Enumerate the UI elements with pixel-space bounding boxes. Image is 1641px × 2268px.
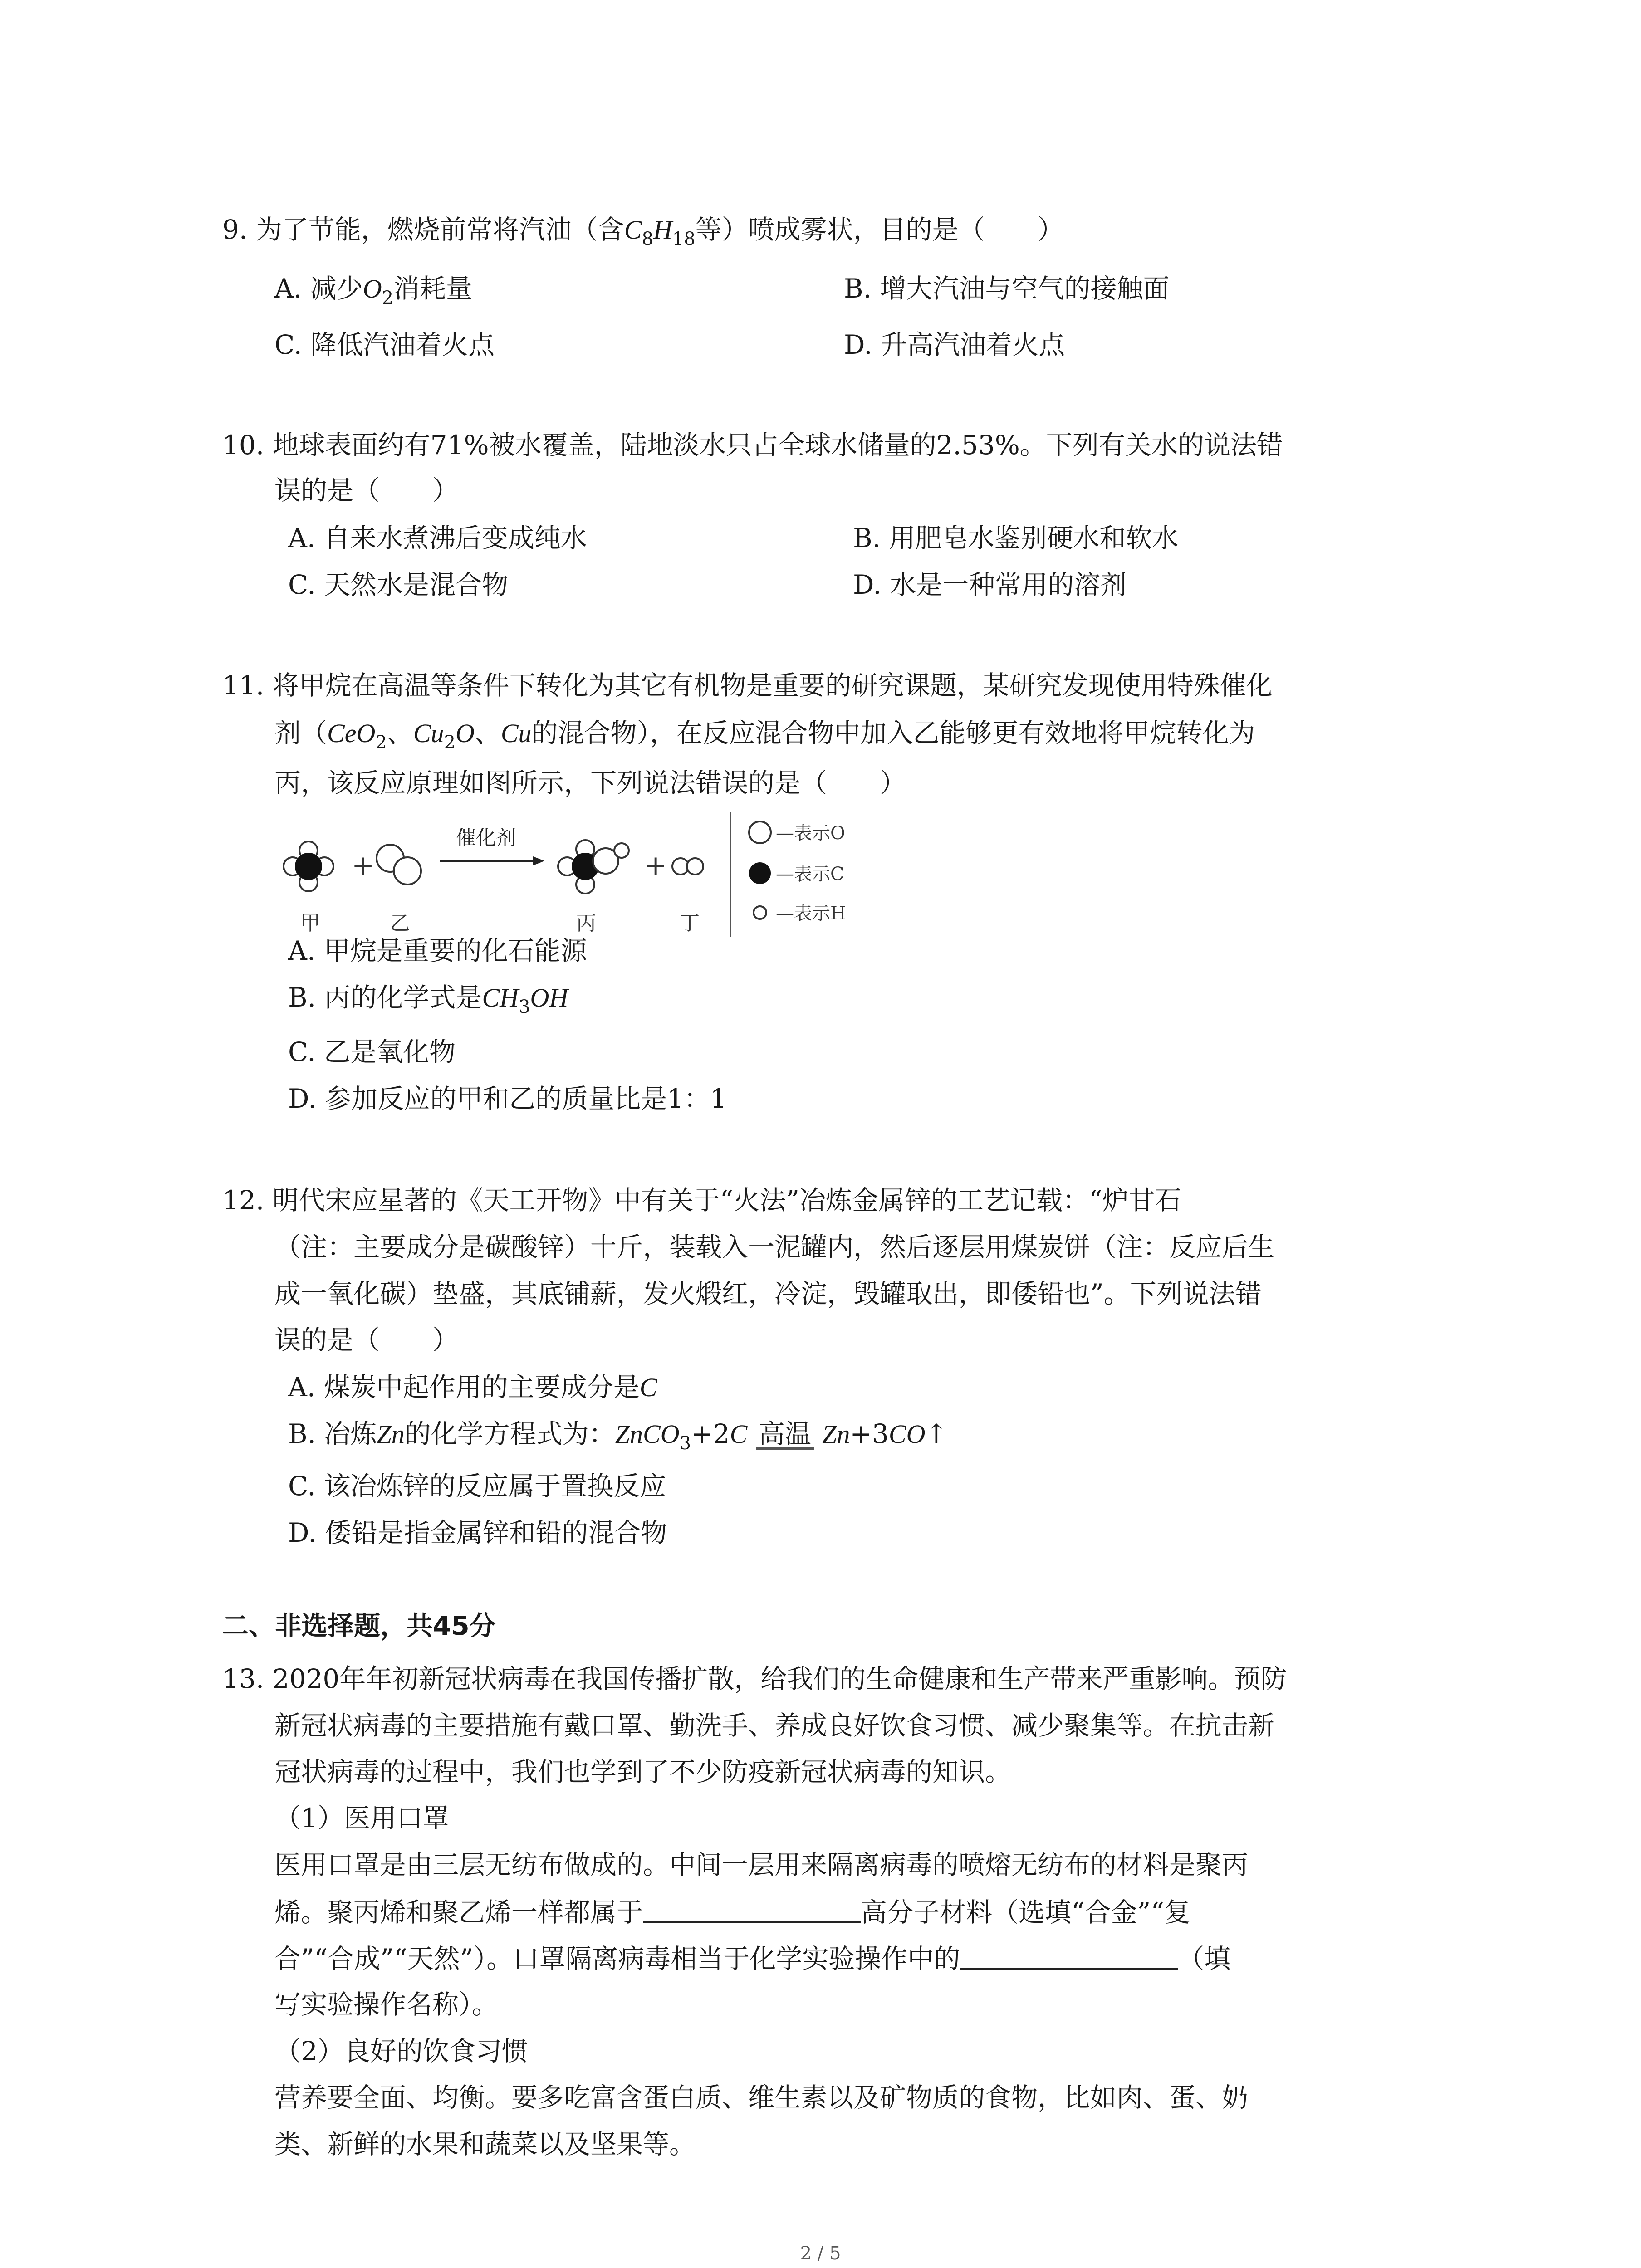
plus-sign-1: + <box>352 850 375 881</box>
q11-stem-line2: 剂（CeO$_2$、$Cu_2O$、Cu的混合物），在反应混合物中加入乙能够更有效地将甲烷转化为 <box>274 718 1255 753</box>
q13-stem-line1: 13. 2020年年初新冠状病毒在我国传播扩散，给我们的生命健康和生产带来严重影响。预防 <box>222 1663 1287 1694</box>
legend-c-symbol <box>750 863 770 883</box>
q10-option-d: D. 水是一种常用的溶剂 <box>853 569 1127 600</box>
q13-sub2-line2: 类、新鲜的水果和蔬菜以及坚果等。 <box>274 2129 696 2160</box>
molecule-yi <box>377 845 421 885</box>
legend-o-label: —表示O <box>776 823 845 844</box>
legend-h-symbol <box>754 906 766 919</box>
q13-sub2-line1: 营养要全面、均衡。要多吃富含蛋白质、维生素以及矿物质的食物，比如肉、蛋、奶 <box>274 2082 1249 2113</box>
molecule-bing <box>558 840 629 894</box>
reaction-diagram <box>272 807 921 939</box>
legend-c-label: —表示C <box>776 864 844 885</box>
q11-option-d: D. 参加反应的甲和乙的质量比是1：1 <box>288 1083 727 1114</box>
q10-stem-line2: 误的是（ ） <box>274 475 459 506</box>
label-jia: 甲 <box>300 912 320 935</box>
molecule-jia <box>284 841 333 891</box>
q13-stem-line3: 冠状病毒的过程中，我们也学到了不少防疫新冠状病毒的知识。 <box>274 1756 1012 1787</box>
label-yi: 乙 <box>390 912 410 935</box>
q10-option-a: A. 自来水煮沸后变成纯水 <box>288 523 587 553</box>
molecule-ding <box>672 858 703 875</box>
plus-sign-2: + <box>644 850 667 881</box>
q11-option-b: B. 丙的化学式是$CH_3OH$ <box>288 982 568 1017</box>
q13-sub1-line4: 写实验操作名称）。 <box>274 1989 499 2020</box>
q12-stem-line4: 误的是（ ） <box>274 1325 459 1355</box>
q12-option-c: C. 该冶炼锌的反应属于置换反应 <box>288 1471 666 1501</box>
page-number: 2 / 5 <box>800 2243 841 2264</box>
q12-stem-line3: 成一氧化碳）垫盛，其底铺薪，发火煅红，冷淀，毁罐取出，即倭铅也”。下列说法错 <box>274 1278 1262 1309</box>
q12-option-a: A. 煤炭中起作用的主要成分是C <box>288 1372 657 1403</box>
legend-o-symbol <box>749 821 771 843</box>
q10-option-c: C. 天然水是混合物 <box>288 569 509 600</box>
q10-option-b: B. 用肥皂水鉴别硬水和软水 <box>853 523 1179 553</box>
q13-sub1-line3: 合”“合成”“天然”）。口罩隔离病毒相当于化学实验操作中的 （填 <box>274 1941 1230 1975</box>
q13-stem-line2: 新冠状病毒的主要措施有戴口罩、勤洗手、养成良好饮食习惯、减少聚集等。在抗击新 <box>274 1710 1275 1741</box>
q11-option-c: C. 乙是氧化物 <box>288 1036 456 1067</box>
q13-sub1-title: （1）医用口罩 <box>274 1803 449 1833</box>
gas-arrow-icon: ↑ <box>925 1418 948 1449</box>
label-bing: 丙 <box>576 912 596 935</box>
label-ding: 丁 <box>680 912 700 935</box>
q12-option-d: D. 倭铅是指金属锌和铅的混合物 <box>288 1517 667 1548</box>
q13-sub2-title: （2）良好的饮食习惯 <box>274 2036 528 2067</box>
q9-option-d: D. 升高汽油着火点 <box>844 329 1065 360</box>
q12-stem-line2: （注：主要成分是碳酸锌）十斤，装载入一泥罐内，然后逐层用煤炭饼（注：反应后生 <box>274 1232 1275 1262</box>
q9-option-c: C. 降低汽油着火点 <box>274 329 495 360</box>
q9-option-a: A. 减少$O_2$消耗量 <box>274 273 473 308</box>
answer-blank-2[interactable] <box>960 1941 1178 1970</box>
legend-h-label: —表示H <box>776 903 846 924</box>
answer-blank-1[interactable] <box>643 1895 861 1923</box>
q11-stem-line1: 11. 将甲烷在高温等条件下转化为其它有机物是重要的研究课题，某研究发现使用特殊催化 <box>222 670 1273 701</box>
reaction-condition: 高温 <box>756 1420 814 1450</box>
section-2-title: 二、非选择题，共45分 <box>222 1610 496 1641</box>
q12-stem-line1: 12. 明代宋应星著的《天工开物》中有关于“火法”冶炼金属锌的工艺记载：“炉甘石 <box>222 1185 1181 1216</box>
q10-stem-line1: 10. 地球表面约有71%被水覆盖，陆地淡水只占全球水储量的2.53%。下列有关水的说法错 <box>222 430 1283 460</box>
reaction-arrow-head <box>533 856 544 865</box>
q9-stem: 9. 为了节能，燃烧前常将汽油（含$C_8H_{18}$等）喷成雾状，目的是（ ） <box>222 214 1064 249</box>
q11-stem-line3: 丙，该反应原理如图所示，下列说法错误的是（ ） <box>274 767 906 798</box>
q9-option-b: B. 增大汽油与空气的接触面 <box>844 273 1170 304</box>
q13-sub1-line2: 烯。聚丙烯和聚乙烯一样都属于 高分子材料（选填“合金”“复 <box>274 1895 1190 1929</box>
q12-option-b: B. 冶炼Zn的化学方程式为：ZnCO$_3$+2C 高温 Zn+3CO↑ <box>288 1418 948 1454</box>
q13-sub1-line1: 医用口罩是由三层无纺布做成的。中间一层用来隔离病毒的喷熔无纺布的材料是聚丙 <box>274 1849 1249 1880</box>
catalyst-label: 催化剂 <box>456 826 516 850</box>
q11-option-a: A. 甲烷是重要的化石能源 <box>288 935 587 966</box>
